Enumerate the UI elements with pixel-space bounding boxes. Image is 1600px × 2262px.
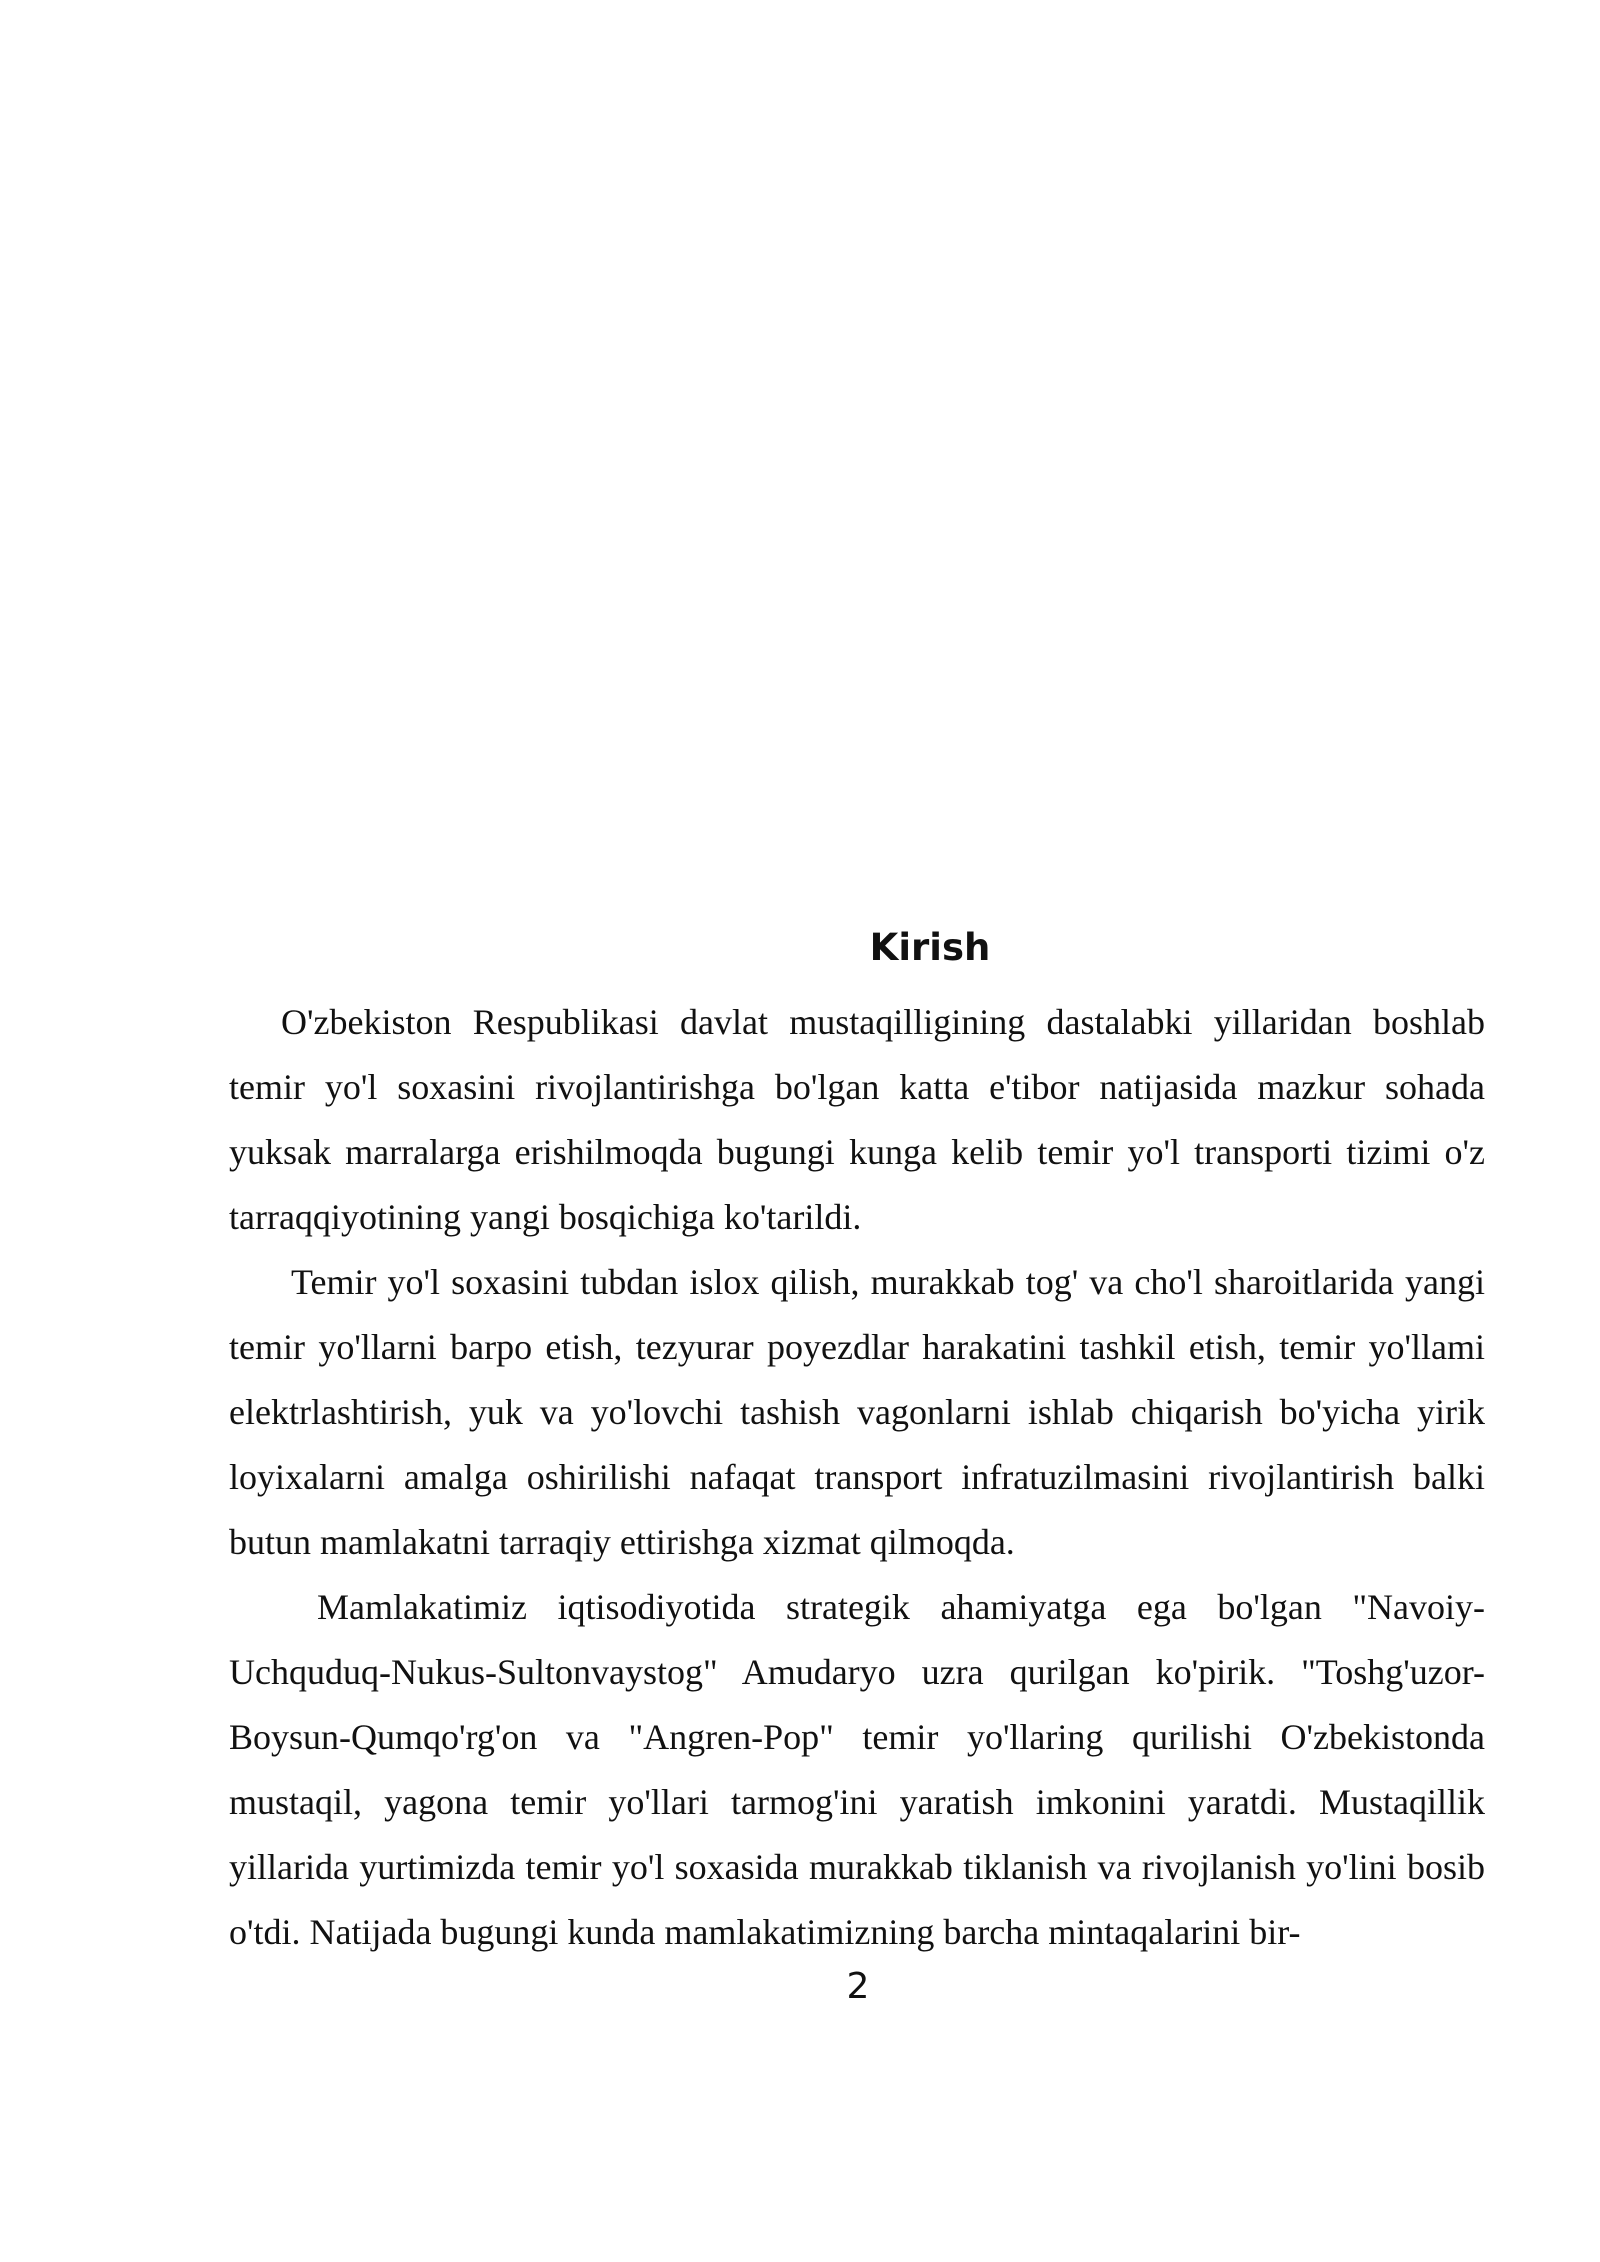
body-text <box>229 990 1485 1965</box>
page-number: 2 <box>846 1966 870 2007</box>
paragraph-1: O'zbekiston Respublikasi davlat mustaqilligining dastalabki yillaridan boshlab temir yo'l soxasini rivojlantirishga bo'lgan katta e'tibor natijasida mazkur sohada yuksak marralarga erishilmoqda bugungi kunga kelib temir yo'l transporti tizimi o'z tarraqqiyotining yangi bosqichiga ko'tarildi. <box>229 1002 1485 1237</box>
paragraph-2: Temir yo'l soxasini tubdan islox qilish, murakkab tog' va cho'l sharoitlarida yangi temir yo'llarni barpo etish, tezyurar poyezdlar harakatini tashkil etish, temir yo'llami elektrlashtirish, yuk va yo'lovchi tashish vagonlarni ishlab chiqarish bo'yicha yirik loyixalarni amalga oshirilishi nafaqat transport infratuzilmasini rivojlantirish balki butun mamlakatni tarraqiy ettirishga xizmat qilmoqda. <box>229 1262 1485 1562</box>
paragraph-3: Mamlakatimiz iqtisodiyotida strategik ahamiyatga ega bo'lgan "Navoiy-Uchquduq-Nukus-Sultonvaystog" Amudaryo uzra qurilgan ko'pirik. "Toshg'uzor-Boysun-Qumqo'rg'on va "Angren-Pop" temir yo'llaring qurilishi O'zbekistonda mustaqil, yagona temir yo'llari tarmog'ini yaratish imkonini yaratdi. Mustaqillik yillarida yurtimizda temir yo'l soxasida murakkab tiklanish va rivojlanish yo'lini bosib o'tdi. Natijada bugungi kunda mamlakatimizning barcha mintaqalarini bir- <box>229 1587 1485 1952</box>
section-heading: Kirish <box>869 926 991 969</box>
